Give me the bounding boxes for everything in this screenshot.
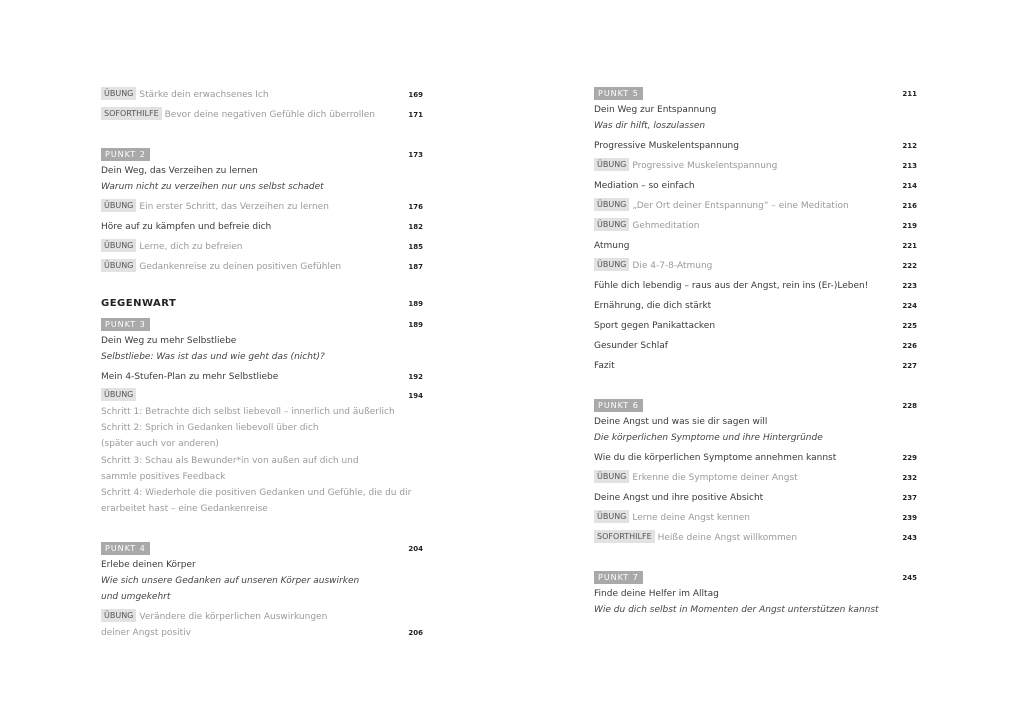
step-line: erarbeitet hast – eine Gedankenreise [101, 504, 268, 514]
toc-entry-uebung-koerper-cont[interactable] [101, 625, 423, 641]
page-number: 189 [408, 321, 423, 329]
toc-section-punkt-2[interactable] [101, 147, 423, 163]
toc-entry-uebung-befreien[interactable] [101, 239, 423, 255]
soforthilfe-tag: SOFORTHILFE [594, 530, 655, 543]
uebung-tag: ÜBUNG [594, 258, 629, 271]
toc-entry-meditation[interactable] [594, 178, 917, 194]
section-subtitle: Die körperlichen Symptome und ihre Hintergründe [594, 433, 823, 443]
page-number: 169 [408, 91, 423, 99]
toc-entry-uebung-geh[interactable] [594, 218, 917, 234]
page-number: 239 [902, 514, 917, 522]
entry-title: Gehmeditation [632, 221, 700, 231]
toc-entry-sport[interactable] [594, 318, 917, 334]
punkt-label: PUNKT 3 [101, 318, 150, 331]
uebung-tag: ÜBUNG [594, 198, 629, 211]
page-number: 216 [902, 202, 917, 210]
page-number: 187 [408, 263, 423, 271]
toc-entry-uebung-478[interactable] [594, 258, 917, 274]
page-number: 224 [902, 302, 917, 310]
toc-entry-stufenplan[interactable] [101, 369, 423, 385]
page-number: 226 [902, 342, 917, 350]
punkt-label: PUNKT 2 [101, 148, 150, 161]
toc-entry-absicht[interactable] [594, 490, 917, 506]
page-number: 223 [902, 282, 917, 290]
punkt-label: PUNKT 6 [594, 399, 643, 412]
page-number: 219 [902, 222, 917, 230]
toc-entry-soforthilfe-willkommen[interactable] [594, 530, 917, 546]
toc-entry-uebung-erkenne[interactable] [594, 470, 917, 486]
entry-title: Progressive Muskelentspannung [594, 141, 739, 151]
page-number: 189 [408, 300, 423, 308]
section-subtitle: Wie du dich selbst in Momenten der Angst unterstützen kannst [594, 605, 879, 615]
toc-entry-uebung-gedankenreise[interactable] [101, 259, 423, 275]
page-number: 194 [408, 392, 423, 400]
section-subtitle: Selbstliebe: Was ist das und wie geht das (nicht)? [101, 352, 325, 362]
page-number: 176 [408, 203, 423, 211]
section-title: Dein Weg zur Entspannung [594, 105, 717, 115]
entry-title: Mediation – so einfach [594, 181, 695, 191]
page-number: 173 [408, 151, 423, 159]
punkt-label: PUNKT 4 [101, 542, 150, 555]
entry-title: Stärke dein erwachsenes Ich [139, 90, 269, 100]
punkt-label: PUNKT 7 [594, 571, 643, 584]
page-number: 245 [902, 574, 917, 582]
entry-title: Ernährung, die dich stärkt [594, 301, 712, 311]
section-title: Dein Weg zu mehr Selbstliebe [101, 336, 237, 346]
toc-section-punkt-4[interactable] [101, 541, 423, 557]
step-line: Schritt 2: Sprich in Gedanken liebevoll über dich [101, 423, 319, 433]
uebung-tag: ÜBUNG [101, 609, 136, 622]
toc-entry-uebung-schritte[interactable] [101, 388, 423, 404]
page-number: 182 [408, 223, 423, 231]
entry-title: Progressive Muskelentspannung [632, 161, 778, 171]
toc-entry-uebung-kennen[interactable] [594, 510, 917, 526]
page-number: 214 [902, 182, 917, 190]
step-line: Schritt 1: Betrachte dich selbst liebevoll – innerlich und äußerlich [101, 407, 395, 417]
page-number: 232 [902, 474, 917, 482]
page-number: 213 [902, 162, 917, 170]
uebung-tag: ÜBUNG [101, 388, 136, 401]
section-subtitle: und umgekehrt [101, 592, 171, 602]
uebung-tag: ÜBUNG [594, 158, 629, 171]
toc-entry-uebung-koerper[interactable] [101, 609, 423, 625]
entry-title: Gedankenreise zu deinen positiven Gefühlen [139, 262, 342, 272]
page-number: 222 [902, 262, 917, 270]
toc-section-punkt-6[interactable] [594, 398, 917, 414]
entry-title: Lerne deine Angst kennen [632, 513, 751, 523]
section-title: Erlebe deinen Körper [101, 560, 196, 570]
entry-title: Heiße deine Angst willkommen [657, 533, 798, 543]
entry-title: Fazit [594, 361, 615, 371]
toc-entry-kaempfen[interactable] [101, 219, 423, 235]
punkt-label: PUNKT 5 [594, 87, 643, 100]
soforthilfe-tag: SOFORTHILFE [101, 107, 162, 120]
toc-entry-soforthilfe-ueberrollen[interactable] [101, 107, 423, 123]
entry-title: Fühle dich lebendig – raus aus der Angst, rein ins (Er-)Leben! [594, 281, 869, 291]
entry-title: Gesunder Schlaf [594, 341, 668, 351]
toc-section-punkt-7[interactable] [594, 570, 917, 586]
entry-title: Verändere die körperlichen Auswirkungen [139, 612, 328, 622]
toc-entry-fazit[interactable] [594, 358, 917, 374]
uebung-tag: ÜBUNG [101, 259, 136, 272]
toc-entry-uebung-verzeihen[interactable] [101, 199, 423, 215]
page-number: 221 [902, 242, 917, 250]
section-subtitle: Wie sich unsere Gedanken auf unseren Körper auswirken [101, 576, 360, 586]
entry-title: Atmung [594, 241, 630, 251]
uebung-tag: ÜBUNG [594, 218, 629, 231]
step-line: Schritt 3: Schau als Bewunder*in von außen auf dich und [101, 456, 359, 466]
entry-title: Wie du die körperlichen Symptome annehmen kannst [594, 453, 837, 463]
toc-entry-symptome[interactable] [594, 450, 917, 466]
toc-entry-atmung[interactable] [594, 238, 917, 254]
entry-title: Höre auf zu kämpfen und befreie dich [101, 222, 272, 232]
page-number: 228 [902, 402, 917, 410]
toc-entry-pmr[interactable] [594, 138, 917, 154]
section-title: Deine Angst und was sie dir sagen will [594, 417, 768, 427]
uebung-tag: ÜBUNG [594, 470, 629, 483]
step-line: (später auch vor anderen) [101, 439, 219, 449]
toc-entry-uebung-pmr[interactable] [594, 158, 917, 174]
toc-part-gegenwart[interactable] [101, 296, 423, 312]
page-number: 204 [408, 545, 423, 553]
entry-title: Die 4-7-8-Atmung [632, 261, 713, 271]
entry-title: Mein 4-Stufen-Plan zu mehr Selbstliebe [101, 372, 279, 382]
page-number: 211 [902, 90, 917, 98]
entry-title: Lerne, dich zu befreien [139, 242, 243, 252]
entry-title: Deine Angst und ihre positive Absicht [594, 493, 764, 503]
section-subtitle: Warum nicht zu verzeihen nur uns selbst schadet [101, 182, 324, 192]
page-number: 237 [902, 494, 917, 502]
entry-title: Erkenne die Symptome deiner Angst [632, 473, 798, 483]
page-number: 225 [902, 322, 917, 330]
page-number: 212 [902, 142, 917, 150]
page-number: 171 [408, 111, 423, 119]
step-line: Schritt 4: Wiederhole die positiven Gedanken und Gefühle, die du dir [101, 488, 412, 498]
toc-entry-uebung-ort[interactable] [594, 198, 917, 214]
entry-title: „Der Ort deiner Entspannung“ – eine Meditation [632, 201, 849, 211]
page-number: 192 [408, 373, 423, 381]
section-title: Finde deine Helfer im Alltag [594, 589, 719, 599]
toc-entry-lebendig[interactable] [594, 278, 917, 294]
page-number: 227 [902, 362, 917, 370]
entry-title: Sport gegen Panikattacken [594, 321, 716, 331]
uebung-tag: ÜBUNG [594, 510, 629, 523]
toc-section-punkt-3[interactable] [101, 317, 423, 333]
entry-title: Bevor deine negativen Gefühle dich überrollen [164, 110, 375, 120]
toc-entry-uebung-staerke[interactable] [101, 87, 423, 103]
page-number: 206 [408, 629, 423, 637]
part-heading: GEGENWART [101, 298, 177, 309]
page-number: 229 [902, 454, 917, 462]
uebung-tag: ÜBUNG [101, 87, 136, 100]
toc-entry-ernaehrung[interactable] [594, 298, 917, 314]
toc-section-punkt-5[interactable] [594, 86, 917, 102]
page-number: 185 [408, 243, 423, 251]
section-title: Dein Weg, das Verzeihen zu lernen [101, 166, 258, 176]
entry-title: deiner Angst positiv [101, 628, 191, 638]
entry-title: Ein erster Schritt, das Verzeihen zu lernen [139, 202, 329, 212]
section-subtitle: Was dir hilft, loszulassen [594, 121, 706, 131]
uebung-tag: ÜBUNG [101, 199, 136, 212]
uebung-tag: ÜBUNG [101, 239, 136, 252]
page-number: 243 [902, 534, 917, 542]
toc-entry-schlaf[interactable] [594, 338, 917, 354]
step-line: sammle positives Feedback [101, 472, 226, 482]
